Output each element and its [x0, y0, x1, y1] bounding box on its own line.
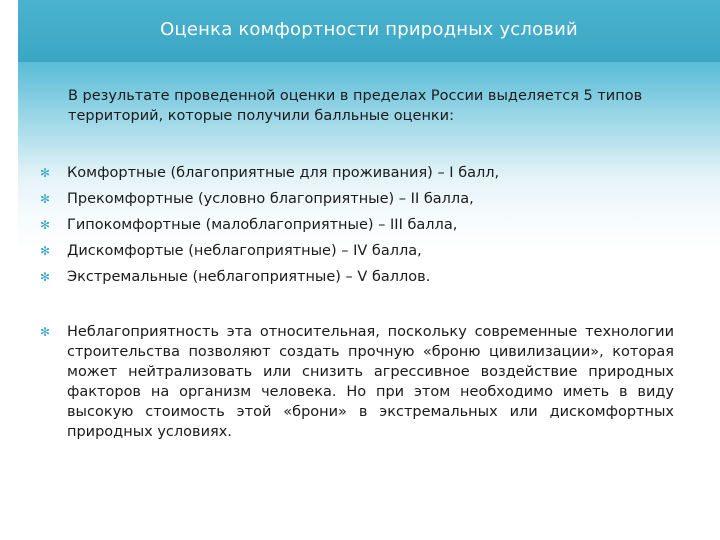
conclusion-paragraph: [40, 322, 684, 442]
intro-text: В результате проведенной оценки в пределах России выделяется 5 типов территорий, которые получили балльные оценки:: [68, 88, 643, 124]
list-item: [40, 212, 680, 238]
list-item-text: Прекомфортные (условно благоприятные) – II балла,: [67, 191, 474, 207]
asterisk-bullet-icon: ✻: [40, 325, 51, 339]
paragraph-text: Неблагоприятность эта относительная, поскольку современные технологии строительства позволяют создать прочную «броню цивилизации», которая может нейтрализовать или снизить агрессивное воздействие природных факторов на организм человека. Но при этом необходимо иметь в виду высокую стоимость этой «брони» в экстремальных или дискомфортных природных условиях.: [67, 324, 674, 440]
asterisk-bullet-icon: ✻: [40, 244, 51, 258]
list-item-text: Экстремальные (неблагоприятные) – V баллов.: [67, 269, 431, 285]
territory-types-list: [40, 160, 680, 290]
title-bar: [18, 0, 720, 62]
list-item: [40, 160, 680, 186]
content-panel: [18, 62, 720, 540]
list-item: [40, 264, 680, 290]
asterisk-bullet-icon: ✻: [40, 218, 51, 232]
list-item-text: Комфортные (благоприятные для проживания) – I балл,: [67, 165, 500, 181]
asterisk-bullet-icon: ✻: [40, 270, 51, 284]
asterisk-bullet-icon: ✻: [40, 166, 51, 180]
asterisk-bullet-icon: ✻: [40, 192, 51, 206]
list-item-text: Гипокомфортные (малоблагоприятные) – III балла,: [67, 217, 458, 233]
list-item: [40, 238, 680, 264]
list-item-text: Дискомфортые (неблагоприятные) – IV балла,: [67, 243, 422, 259]
slide-title: Оценка комфортности природных условий: [160, 19, 578, 40]
list-item: [40, 186, 680, 212]
